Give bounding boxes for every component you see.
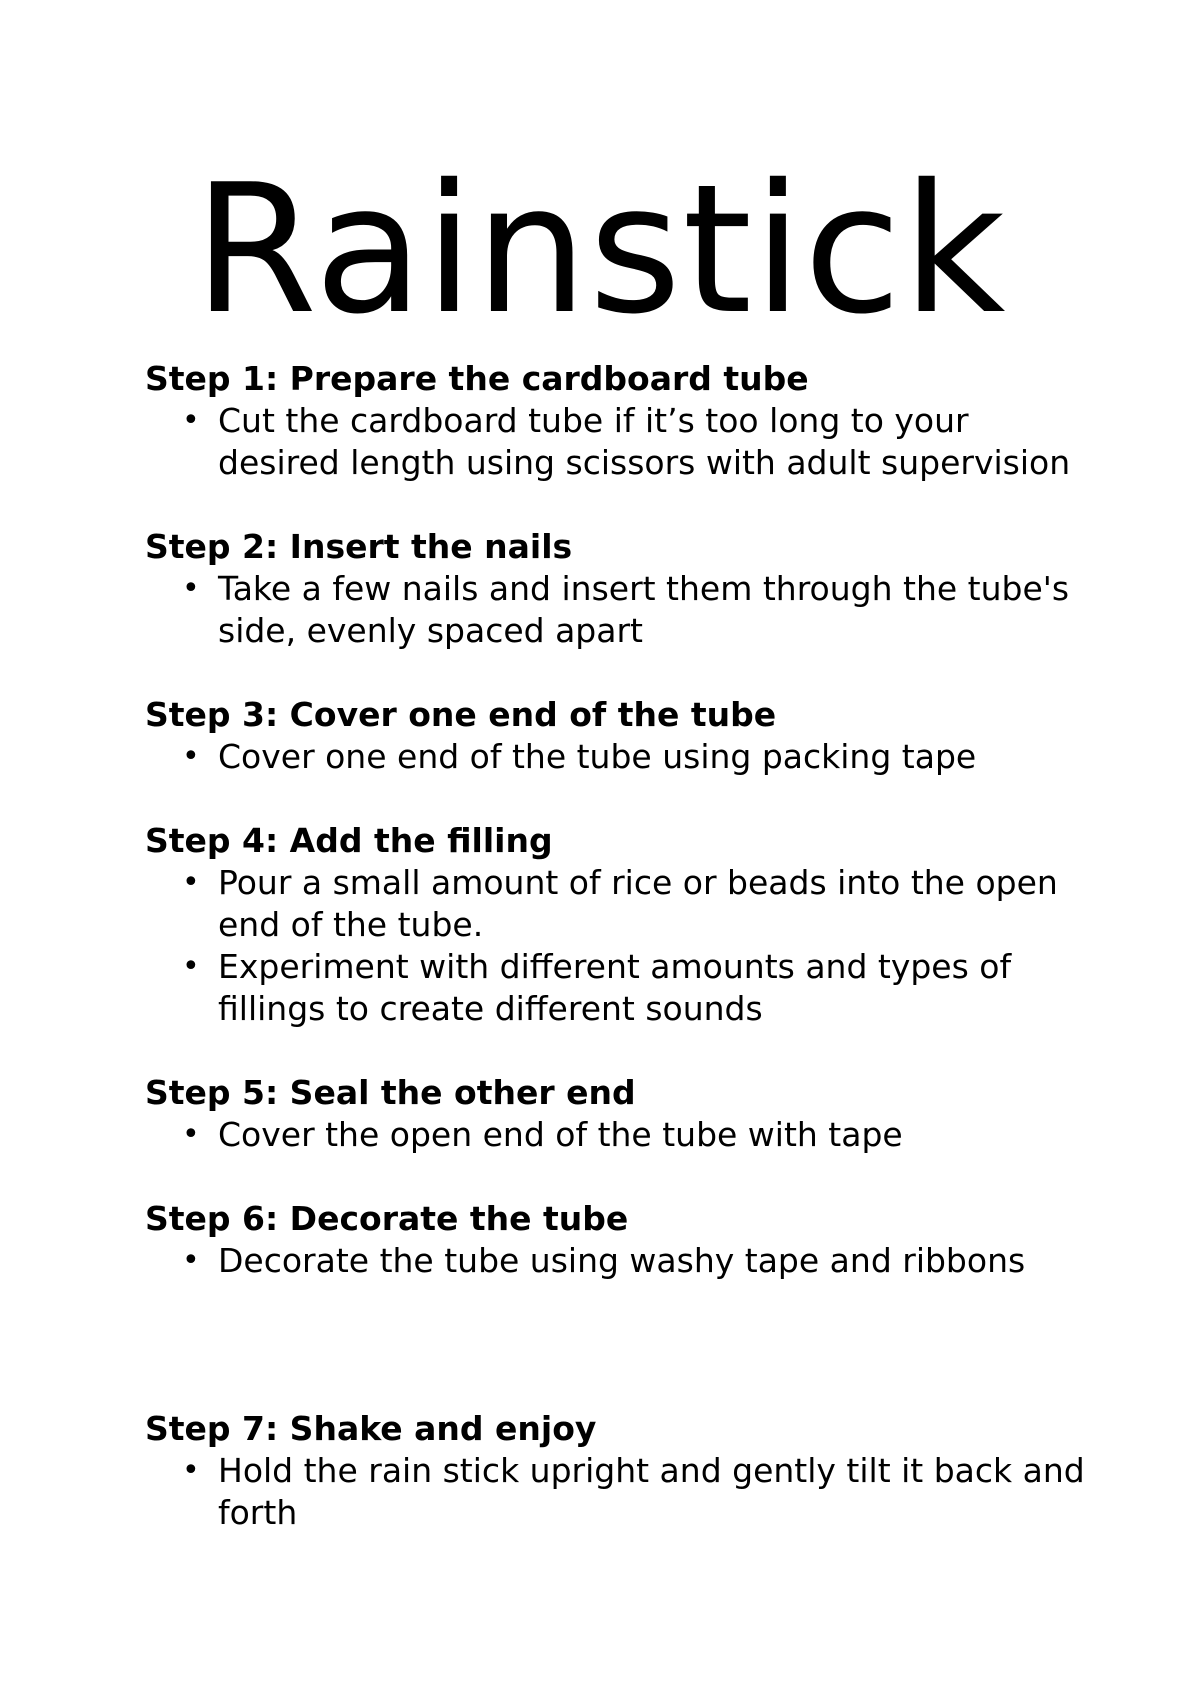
document-title: Rainstick [193, 146, 1007, 353]
list-item-text: Hold the rain stick upright and gently tilt it back and forth [218, 1451, 1085, 1532]
steps-list [145, 358, 1085, 1534]
spacer [145, 778, 1085, 820]
list-item [145, 1114, 1085, 1156]
list-item-text: Decorate the tube using washy tape and ribbons [218, 1241, 1026, 1280]
step-1 [145, 358, 1085, 484]
bullet-icon: • [182, 865, 200, 900]
step-heading: Step 6: Decorate the tube [145, 1199, 629, 1238]
spacer [145, 1156, 1085, 1198]
list-item [145, 1450, 1085, 1534]
list-item [145, 946, 1085, 1030]
step-4 [145, 820, 1085, 1030]
step-items [145, 736, 1085, 778]
list-item-text: Cover one end of the tube using packing tape [218, 737, 977, 776]
step-heading: Step 2: Insert the nails [145, 527, 573, 566]
bullet-icon: • [182, 403, 200, 438]
list-item [145, 1240, 1085, 1282]
step-items [145, 400, 1085, 484]
spacer [145, 1030, 1085, 1072]
bullet-icon: • [182, 949, 200, 984]
spacer [145, 1282, 1085, 1408]
bullet-icon: • [182, 1453, 200, 1488]
step-heading: Step 5: Seal the other end [145, 1073, 636, 1112]
step-7 [145, 1408, 1085, 1534]
step-heading: Step 1: Prepare the cardboard tube [145, 359, 809, 398]
list-item [145, 862, 1085, 946]
bullet-icon: • [182, 571, 200, 606]
bullet-icon: • [182, 1117, 200, 1152]
list-item [145, 736, 1085, 778]
step-items [145, 1450, 1085, 1534]
step-5 [145, 1072, 1085, 1156]
step-items [145, 862, 1085, 1030]
list-item-text: Experiment with different amounts and types of fillings to create different sounds [218, 947, 1012, 1028]
list-item-text: Take a few nails and insert them through the tube's side, evenly spaced apart [218, 569, 1070, 650]
step-2 [145, 526, 1085, 652]
step-items [145, 1240, 1085, 1282]
spacer [145, 484, 1085, 526]
bullet-icon: • [182, 1243, 200, 1278]
list-item-text: Pour a small amount of rice or beads into the open end of the tube. [218, 863, 1058, 944]
bullet-icon: • [182, 739, 200, 774]
step-heading: Step 7: Shake and enjoy [145, 1409, 597, 1448]
list-item [145, 400, 1085, 484]
spacer [145, 652, 1085, 694]
step-3 [145, 694, 1085, 778]
step-heading: Step 4: Add the filling [145, 821, 553, 860]
list-item [145, 568, 1085, 652]
step-6 [145, 1198, 1085, 1282]
step-heading: Step 3: Cover one end of the tube [145, 695, 777, 734]
step-items [145, 568, 1085, 652]
list-item-text: Cut the cardboard tube if it’s too long to your desired length using scissors with adult supervision [218, 401, 1071, 482]
step-items [145, 1114, 1085, 1156]
list-item-text: Cover the open end of the tube with tape [218, 1115, 903, 1154]
